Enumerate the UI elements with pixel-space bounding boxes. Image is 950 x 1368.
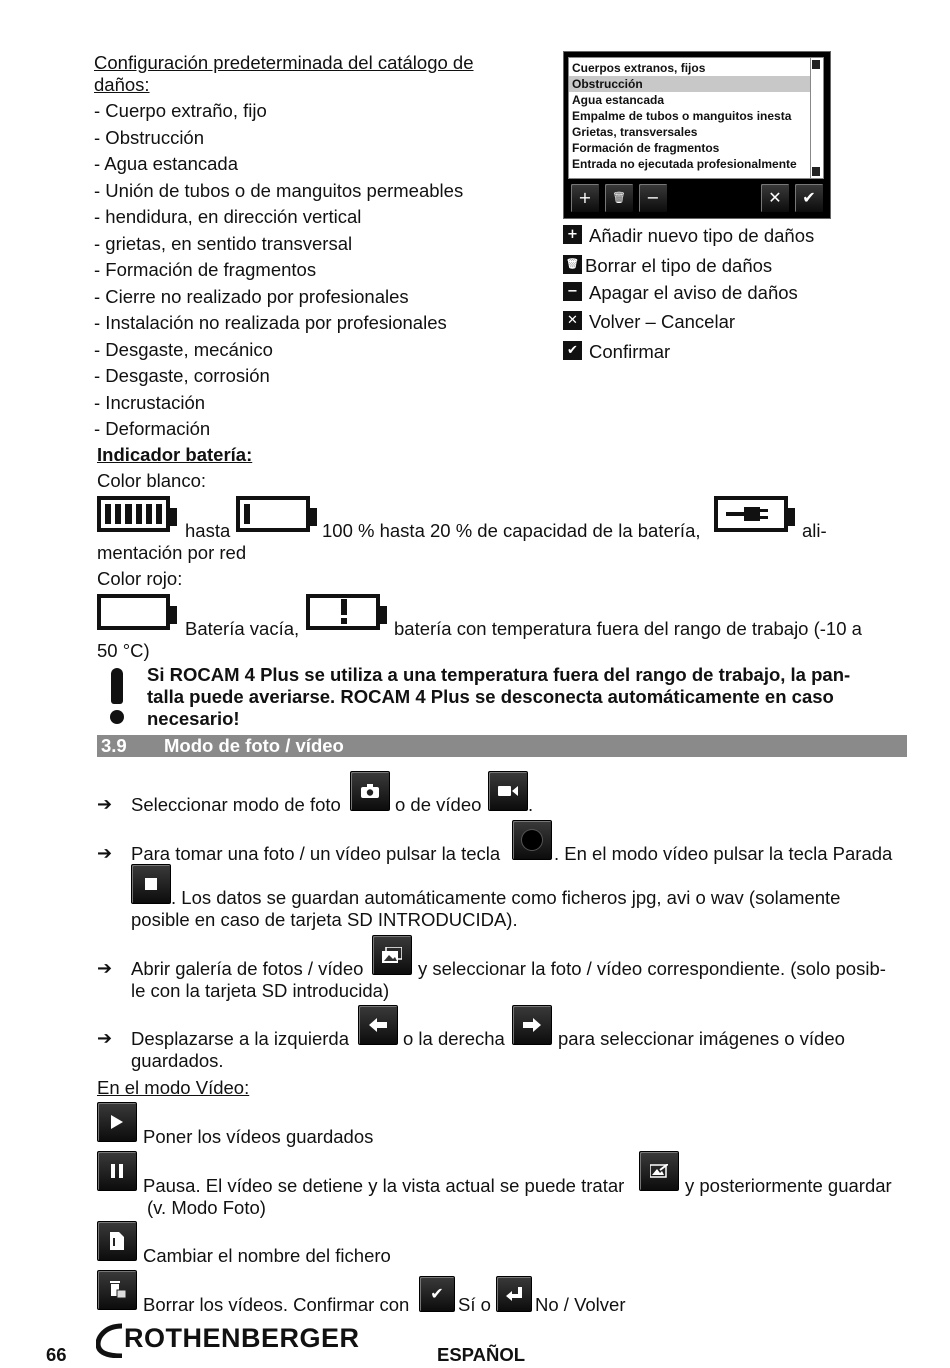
return-icon xyxy=(506,1287,522,1301)
step1-text-b: o de vídeo xyxy=(395,794,482,815)
device-confirm-button[interactable]: ✔ xyxy=(794,183,824,213)
video-mode-heading: En el modo Vídeo: xyxy=(97,1077,250,1098)
step-arrow-icon: ➔ xyxy=(97,1028,113,1049)
back-no-button[interactable] xyxy=(496,1276,532,1312)
step3-text-c: le con la tarjeta SD introducida) xyxy=(131,980,390,1001)
warning-line2: talla puede averiarse. ROCAM 4 Plus se desconecta automáticamente en caso xyxy=(147,686,834,707)
scroll-left-button[interactable] xyxy=(358,1005,398,1045)
gallery-button[interactable] xyxy=(372,935,412,975)
gallery-icon xyxy=(382,947,402,963)
battery-hasta: hasta xyxy=(185,520,231,541)
confirm-yes-button[interactable] xyxy=(419,1276,455,1312)
scroll-right-button[interactable] xyxy=(512,1005,552,1045)
device-list-item[interactable]: Formación de fragmentos xyxy=(572,141,720,155)
close-icon: ✕ xyxy=(563,311,582,330)
video-mode-button[interactable] xyxy=(488,771,528,811)
video-delete-text-c: No / Volver xyxy=(535,1294,626,1315)
step4-text-b: o la derecha xyxy=(403,1028,505,1049)
device-list-item[interactable]: Obstrucción xyxy=(569,76,811,92)
step2-text-b: . En el modo vídeo pulsar la tecla Parada xyxy=(554,843,893,864)
video-pause-text-b: y posteriormente guardar xyxy=(685,1175,892,1196)
device-screen xyxy=(563,51,831,219)
device-list xyxy=(568,57,812,179)
battery-white-label: Color blanco: xyxy=(97,470,207,491)
battery-red-line2: 50 °C) xyxy=(97,640,150,661)
pause-icon xyxy=(111,1164,123,1178)
arrow-right-icon xyxy=(523,1018,541,1032)
battery-empty-icon xyxy=(97,594,170,630)
step4-text-c: para seleccionar imágenes o vídeo xyxy=(558,1028,845,1049)
play-button[interactable] xyxy=(97,1102,137,1142)
catalog-item: - Obstrucción xyxy=(94,126,205,148)
device-list-item[interactable]: Empalme de tubos o manguitos inesta xyxy=(572,109,792,123)
step2-text-d: posible en caso de tarjeta SD INTRODUCIDA). xyxy=(131,909,518,930)
catalog-item: - Desgaste, corrosión xyxy=(94,365,270,386)
device-cancel-button[interactable]: ✕ xyxy=(760,183,790,213)
step2-text-c: . Los datos se guardan automáticamente como ficheros jpg, avi o wav (solamente xyxy=(171,887,841,908)
video-delete-text-b: Sí o xyxy=(458,1294,491,1315)
brand-logo xyxy=(96,1322,360,1360)
delete-video-icon xyxy=(108,1281,126,1299)
record-icon xyxy=(522,830,542,850)
section-title: Modo de foto / vídeo xyxy=(164,735,344,756)
device-list-item[interactable]: Grietas, transversales xyxy=(572,125,698,139)
warning-line3: necesario! xyxy=(147,708,240,729)
video-delete-text-a: Borrar los vídeos. Confirmar con xyxy=(143,1294,410,1315)
trash-icon: 🗑 xyxy=(563,255,582,274)
catalog-heading-line1: Configuración predeterminada del catálogo de xyxy=(94,52,474,73)
step3-text-b: y seleccionar la foto / vídeo correspondiente. (solo posib- xyxy=(418,958,886,979)
catalog-item: - Desgaste, mecánico xyxy=(94,338,273,360)
stop-icon xyxy=(145,878,157,890)
check-icon: ✔ xyxy=(563,341,582,360)
delete-video-button[interactable] xyxy=(97,1270,137,1310)
minus-icon: − xyxy=(563,282,582,301)
catalog-item: - Incrustación xyxy=(94,391,206,413)
page-number: 66 xyxy=(46,1344,67,1365)
step1-text-c: . xyxy=(528,794,534,815)
catalog-item: - Deformación xyxy=(94,418,211,439)
footer-language: ESPAÑOL xyxy=(437,1344,526,1365)
pause-button[interactable] xyxy=(97,1151,137,1191)
battery-ali: ali- xyxy=(802,520,827,541)
video-rename-text: Cambiar el nombre del fichero xyxy=(143,1245,391,1266)
section-header xyxy=(97,735,907,757)
catalog-item: - hendidura, en dirección vertical xyxy=(94,206,362,227)
battery-white-line2: mentación por red xyxy=(97,542,247,563)
step4-text-d: guardados. xyxy=(131,1050,224,1071)
device-list-item[interactable]: Entrada no ejecutada profesionalmente xyxy=(572,157,797,171)
device-delete-button[interactable]: 🗑 xyxy=(604,183,634,213)
device-minus-button[interactable]: − xyxy=(638,183,668,213)
battery-white-text: 100 % hasta 20 % de capacidad de la batería, xyxy=(322,520,701,541)
video-play-text: Poner los vídeos guardados xyxy=(143,1126,374,1147)
section-number: 3.9 xyxy=(101,735,127,756)
warning-icon xyxy=(109,668,125,724)
rename-file-icon xyxy=(110,1232,124,1250)
step-arrow-icon: ➔ xyxy=(97,958,113,979)
catalog-item: - Formación de fragmentos xyxy=(94,259,317,280)
device-list-item[interactable]: Agua estancada xyxy=(572,93,665,107)
legend-text: Confirmar xyxy=(589,341,671,362)
step1-text-a: Seleccionar modo de foto xyxy=(131,794,341,815)
catalog-item: - Unión de tubos o de manguitos permeables xyxy=(94,179,464,201)
arrow-left-icon xyxy=(369,1018,387,1032)
battery-red-empty: Batería vacía, xyxy=(185,618,300,639)
step-arrow-icon: ➔ xyxy=(97,794,113,815)
catalog-item: - Cuerpo extraño, fijo xyxy=(94,100,267,121)
photo-mode-button[interactable] xyxy=(350,771,390,811)
legend-text: Borrar el tipo de daños xyxy=(585,255,773,276)
step3-text-a: Abrir galería de fotos / vídeo xyxy=(131,958,364,979)
battery-full-icon xyxy=(97,496,170,532)
step-arrow-icon: ➔ xyxy=(97,843,113,864)
catalog-item: - Instalación no realizada por profesionales xyxy=(94,312,447,333)
device-list-item[interactable]: Cuerpos extranos, fijos xyxy=(572,61,706,75)
mains-power-icon xyxy=(714,496,788,532)
legend-text: Volver – Cancelar xyxy=(589,311,736,332)
legend-text: Añadir nuevo tipo de daños xyxy=(589,225,815,246)
battery-heading: Indicador batería: xyxy=(97,444,253,465)
battery-low-icon xyxy=(236,496,310,532)
battery-temperature-icon xyxy=(306,594,380,630)
plus-icon: + xyxy=(563,225,582,244)
catalog-item: - Agua estancada xyxy=(94,153,238,174)
check-icon: ✔ xyxy=(430,1284,444,1303)
stop-button[interactable] xyxy=(131,864,171,904)
step4-text-a: Desplazarse a la izquierda xyxy=(131,1028,350,1049)
edit-image-button[interactable] xyxy=(639,1151,679,1191)
rename-button[interactable] xyxy=(97,1221,137,1261)
catalog-item: - grietas, en sentido transversal xyxy=(94,232,353,254)
edit-image-icon xyxy=(650,1164,668,1178)
device-add-button[interactable]: + xyxy=(570,183,600,213)
record-button[interactable] xyxy=(512,820,552,860)
video-pause-text-c: (v. Modo Foto) xyxy=(147,1197,266,1218)
brand-name: ROTHENBERGER xyxy=(124,1323,360,1353)
play-icon xyxy=(111,1115,123,1129)
device-scrollbar[interactable] xyxy=(810,57,824,179)
warning-line1: Si ROCAM 4 Plus se utiliza a una temperatura fuera del rango de trabajo, la pan- xyxy=(147,664,851,685)
catalog-item: - Cierre no realizado por profesionales xyxy=(94,285,409,307)
video-pause-text-a: Pausa. El vídeo se detiene y la vista actual se puede tratar xyxy=(143,1175,625,1196)
step2-text-a: Para tomar una foto / un vídeo pulsar la tecla xyxy=(131,843,501,864)
battery-red-label: Color rojo: xyxy=(97,568,183,589)
legend-text: Apagar el aviso de daños xyxy=(589,282,798,303)
catalog-heading-line2: daños: xyxy=(94,74,150,95)
battery-red-temp: batería con temperatura fuera del rango de trabajo (-10 a xyxy=(394,618,862,639)
